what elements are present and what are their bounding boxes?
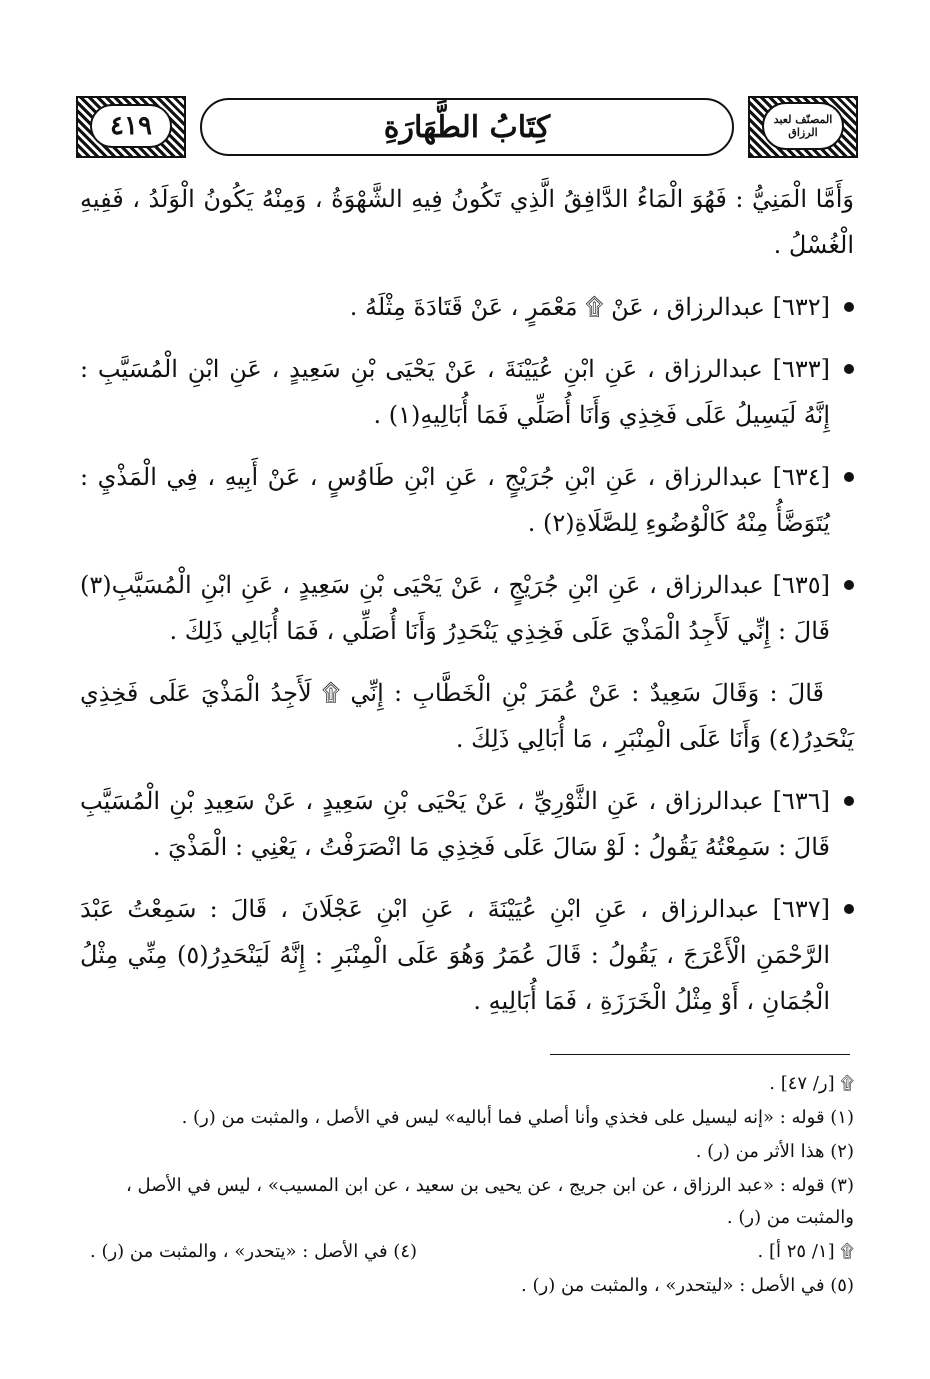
hadith-634: [80, 454, 854, 546]
bullet-icon: [844, 364, 854, 374]
footnote-5: (٥) في الأصل : «ليتحدر» ، والمثبت من (ر) .: [521, 1275, 854, 1296]
seal-text: المصنّف لعبد الرزاق: [773, 113, 833, 139]
main-text: [80, 176, 854, 1040]
page-number: ٤١٩: [110, 111, 152, 141]
hadith-text: [٦٣٣] عبدالرزاق ، عَنِ ابْنِ عُيَيْنَةَ ، عَنْ يَحْيَى بْنِ سَعِيدٍ ، عَنِ ابْنِ الْمُسَيَّبِ : إِنَّهُ لَيَسِيلُ عَلَى فَخِذِي وَأَنَا أُصَلِّي فَمَا أُبَالِيهِ(١) .: [80, 355, 830, 429]
footnote-4: (٤) في الأصل : «يتحدر» ، والمثبت من (ر) .: [90, 1241, 418, 1262]
footnote-1: (١) قوله : «إنه ليسيل على فخذي وأنا أصلي فما أباليه» ليس في الأصل ، والمثبت من (ر) .: [181, 1107, 854, 1128]
hadith-text: قَالَ : وَقَالَ سَعِيدٌ : عَنْ عُمَرَ بْنِ الْخَطَّابِ : إِنِّي ۩ لَأَجِدُ الْمَذْيَ عَلَى فَخِذِي يَنْحَدِرُ(٤) وَأَنَا عَلَى الْمِنْبَرِ ، مَا أُبَالِي ذَلِكَ .: [80, 679, 854, 753]
bullet-icon: [844, 796, 854, 806]
hadith-text: [٦٣٥] عبدالرزاق ، عَنِ ابْنِ جُرَيْجٍ ، عَنْ يَحْيَى بْنِ سَعِيدٍ ، عَنِ ابْنِ الْمُسَيَّبِ(٣) قَالَ : إِنِّي لَأَجِدُ الْمَذْيَ عَلَى فَخِذِي يَنْحَدِرُ وَأَنَا أُصَلِّي ، فَمَا أُبَالِي ذَلِكَ .: [80, 571, 830, 645]
bullet-icon: [844, 904, 854, 914]
hadith-637: [80, 886, 854, 1024]
hadith-635: [80, 562, 854, 654]
footnotes: [90, 1068, 854, 1304]
page-header: [76, 96, 858, 158]
hadith-633: [80, 346, 854, 438]
manuscript-ref: ۩ [١/ ٢٥ أ] .: [757, 1241, 854, 1262]
footnote-divider: [550, 1054, 850, 1055]
bullet-icon: [844, 302, 854, 312]
hadith-632: [80, 284, 854, 330]
hadith-text: [٦٣٧] عبدالرزاق ، عَنِ ابْنِ عُيَيْنَةَ ، عَنِ ابْنِ عَجْلَانَ ، قَالَ : سَمِعْتُ عَبْدَ الرَّحْمَنِ الْأَعْرَجَ ، يَقُولُ : قَالَ عُمَرُ وَهُوَ عَلَى الْمِنْبَرِ : إِنَّهُ لَيَنْحَدِرُ(٥) مِنِّي مِثْلُ الْجُمَانِ ، أَوْ مِثْلُ الْخَرَزَةِ ، فَمَا أُبَالِيهِ .: [80, 895, 830, 1015]
manuscript-ref: ۩ [ر/ ٤٧] .: [769, 1073, 854, 1094]
hadith-635-continuation: [80, 670, 854, 762]
chapter-title: كِتَابُ الطَّهَارَةِ: [383, 109, 551, 145]
hadith-text: [٦٣٤] عبدالرزاق ، عَنِ ابْنِ جُرَيْجٍ ، عَنِ ابْنِ طَاوُسٍ ، عَنْ أَبِيهِ ، فِي الْمَذْيِ : يُتَوَضَّأُ مِنْهُ كَالْوُضُوءِ لِلصَّلَاةِ(٢) .: [80, 463, 830, 537]
hadith-text: [٦٣٢] عبدالرزاق ، عَنْ ۩ مَعْمَرٍ ، عَنْ قَتَادَةَ مِثْلَهُ .: [349, 293, 830, 321]
hadith-text: [٦٣٦] عبدالرزاق ، عَنِ الثَّوْرِيِّ ، عَنْ يَحْيَى بْنِ سَعِيدٍ ، عَنْ سَعِيدِ بْنِ الْمُسَيَّبِ قَالَ : سَمِعْتُهُ يَقُولُ : لَوْ سَالَ عَلَى فَخِذِي مَا انْصَرَفْتُ ، يَعْنِي : الْمَذْيَ .: [80, 787, 830, 861]
intro-paragraph: وَأَمَّا الْمَنِيُّ : فَهُوَ الْمَاءُ الدَّافِقُ الَّذِي تَكُونُ فِيهِ الشَّهْوَةُ ، وَمِنْهُ يَكُونُ الْوَلَدُ ، فَفِيهِ الْغُسْلُ .: [80, 185, 854, 259]
footnote-row-4: [90, 1236, 854, 1268]
bullet-icon: [844, 472, 854, 482]
footnote-2: (٢) هذا الأثر من (ر) .: [695, 1141, 854, 1162]
chapter-title-frame: [200, 98, 734, 156]
footnote-3: (٣) قوله : «عبد الرزاق ، عن ابن جريج ، عن يحيى بن سعيد ، عن ابن المسيب» ، ليس في الأصل ، والمثبت من (ر) .: [125, 1175, 854, 1228]
book-seal-logo: [762, 102, 844, 150]
page-number-box: [90, 104, 172, 148]
bullet-icon: [844, 580, 854, 590]
hadith-636: [80, 778, 854, 870]
